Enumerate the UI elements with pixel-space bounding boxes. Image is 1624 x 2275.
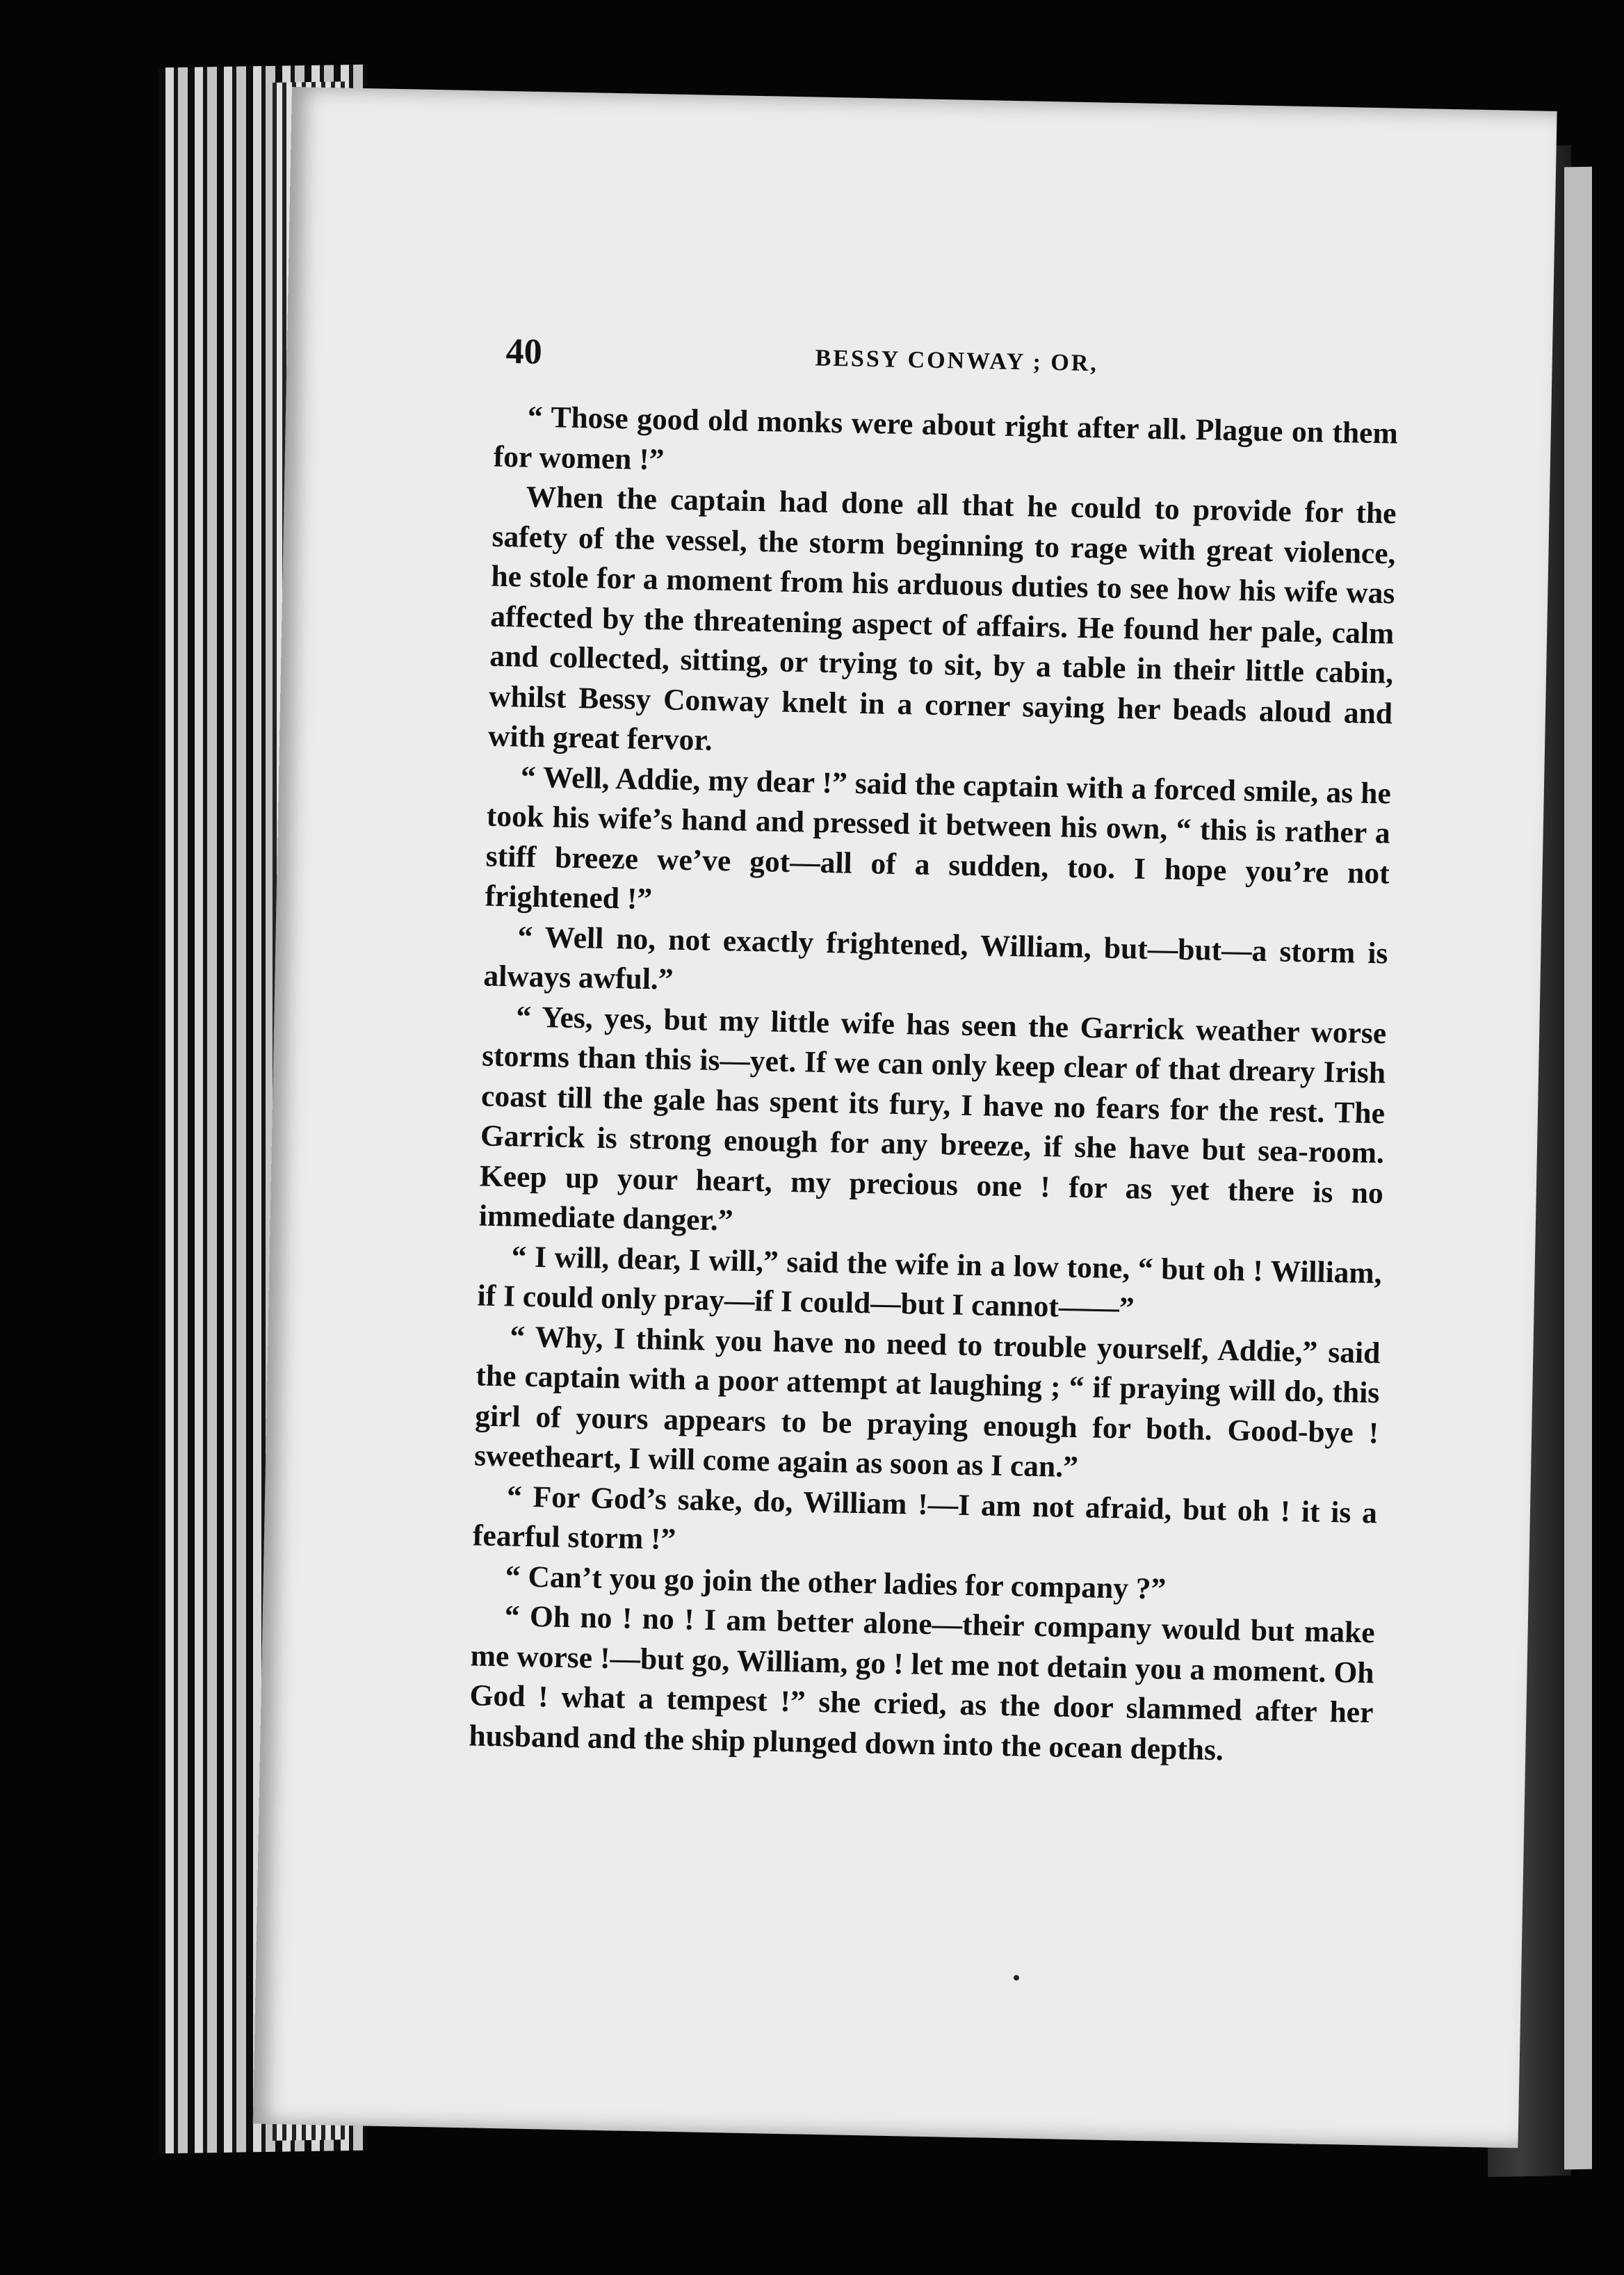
paragraph: “ Can’t you go join the other ladies for company ?” bbox=[505, 1559, 1167, 1606]
body-text bbox=[469, 397, 1398, 1774]
page-header bbox=[505, 331, 1403, 404]
page-number: 40 bbox=[505, 331, 543, 372]
ink-speck bbox=[1014, 1975, 1019, 1980]
paragraph: “ Well no, not exactly frightened, William, but—but—a storm is always awful.” bbox=[483, 919, 1388, 996]
paragraph: “ For God’s sake, do, William !—I am not afraid, but oh ! it is a fearful storm !” bbox=[472, 1479, 1378, 1556]
paragraph: “ I will, dear, I will,” said the wife in a low tone, “ but oh ! William, if I could only pray—if I could—but I cannot——” bbox=[477, 1239, 1383, 1325]
running-title: BESSY CONWAY ; OR, bbox=[815, 345, 1099, 377]
book-page bbox=[253, 87, 1557, 2148]
paragraph: “ Oh no ! no ! I am better alone—their company would but make me worse !—but go, William, go ! let me not detain you a moment. Oh God ! what a tempest !” she cried, as the door slammed after her husband and the ship plunged down into the ocean depths. bbox=[469, 1599, 1376, 1767]
paragraph: “ Well, Addie, my dear !” said the captain with a forced smile, as he took his wife’s hand and pressed it between his own, “ this is rather a stiff breeze we’ve got—all of a sudden, too. I hope you’re not frightened !” bbox=[485, 760, 1392, 916]
paragraph: “ Those good old monks were about right after all. Plague on them for women !” bbox=[493, 400, 1399, 476]
paragraph: “ Why, I think you have no need to trouble yourself, Addie,” said the captain with a poor attempt at laughing ; “ if praying will do, this girl of yours appears to be praying enough for both. Good-bye ! sweetheart, I will come again as soon as I can.” bbox=[473, 1319, 1381, 1484]
book-binding-edge bbox=[1564, 167, 1592, 2170]
paragraph: When the captain had done all that he could to provide for the safety of the vessel, the storm beginning to rage with great violence, he stole for a moment from his arduous duties to see how his wife was affected by the threatening aspect of affairs. He found her pale, calm and collected, sitting, or trying to sit, by a table in their little cabin, whilst Bessy Conway knelt in a corner saying her beads aloud and with great fervor. bbox=[487, 480, 1397, 757]
paragraph: “ Yes, yes, but my little wife has seen the Garrick weather worse storms than this is—yet. If we can only keep clear of that dreary Irish coast till the gale has spent its fury, I have no fears for the rest. The Garrick is strong enough for any breeze, if she have but sea-room. Keep up your heart, my precious one ! for as yet there is no immediate danger.” bbox=[478, 999, 1387, 1238]
